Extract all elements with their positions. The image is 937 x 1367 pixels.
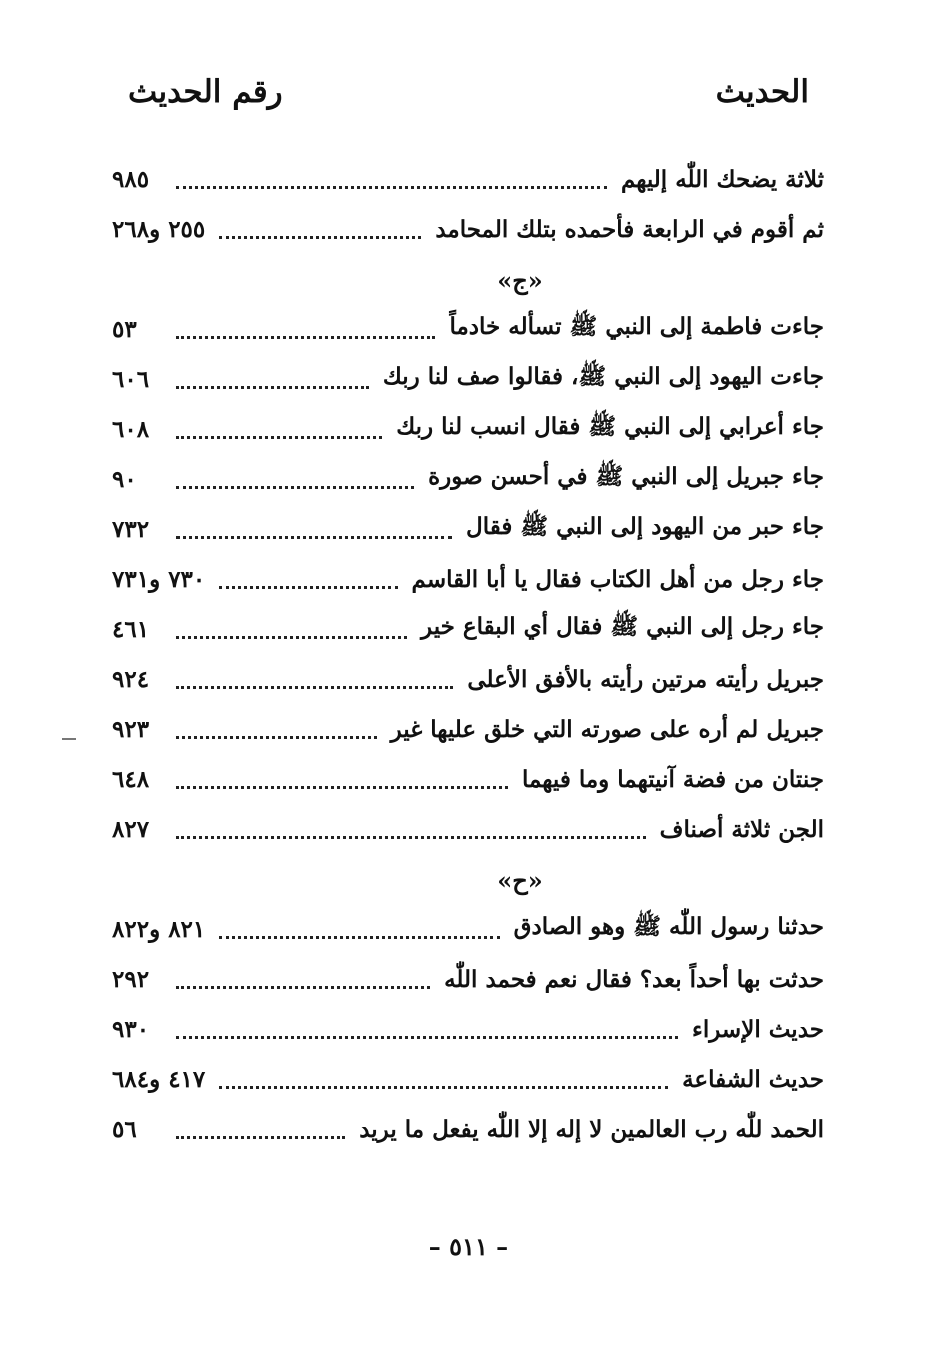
- leader-dots: [176, 836, 646, 839]
- leader-dots: [176, 536, 452, 539]
- entry-text: جاء أعرابي إلى النبي ﷺ فقال انسب لنا ربك: [396, 413, 824, 440]
- entry-text: جاء حبر من اليهود إلى النبي ﷺ فقال: [466, 513, 824, 540]
- section-heading-ha: «ح»: [497, 866, 543, 895]
- leader-dots: [176, 736, 377, 739]
- page-number: – ٥١١ –: [428, 1232, 509, 1261]
- leader-dots: [176, 1136, 345, 1139]
- entry-text: الحمد للّٰه رب العالمين لا إله إلا اللّٰه يفعل ما يريد: [359, 1115, 824, 1143]
- section-heading-jim: «ج»: [497, 266, 543, 295]
- entry-text: حديث الإسراء: [692, 1015, 824, 1043]
- entry-text: حدثت بها أحداً بعد؟ فقال نعم فحمد اللّٰه: [444, 965, 824, 993]
- entry-text: جاءت فاطمة إلى النبي ﷺ تسأله خادماً: [449, 313, 824, 340]
- leader-dots: [219, 936, 499, 939]
- entry-number: ٢٩٢: [112, 965, 150, 993]
- entry-number: ٥٣: [112, 315, 137, 343]
- entry-text: جبريل لم أره على صورته التي خلق عليها غير: [390, 715, 824, 743]
- index-entry: [112, 612, 824, 646]
- index-entry: [112, 1112, 824, 1146]
- leader-dots: [219, 236, 421, 239]
- entry-text: ثم أقوم في الرابعة فأحمده بتلك المحامد: [435, 215, 824, 243]
- entry-number: ٩٣٠: [112, 1015, 150, 1043]
- index-entry: [112, 362, 824, 396]
- index-entry: [112, 712, 824, 746]
- index-entry: [112, 512, 824, 546]
- entry-number: ٤٦١: [112, 615, 150, 643]
- leader-dots: [176, 486, 414, 489]
- column-header-hadith-number: رقم الحديث: [128, 74, 283, 110]
- entry-text: جنتان من فضة آنيتهما وما فيهما: [522, 765, 824, 793]
- leader-dots: [176, 636, 407, 639]
- index-entry: [112, 562, 824, 596]
- entry-number: ٦٤٨: [112, 765, 150, 793]
- entry-number: ٧٣٢: [112, 515, 150, 543]
- entry-text: جاء رجل من أهل الكتاب فقال يا أبا القاسم: [411, 565, 824, 593]
- entry-number: ٩٠: [112, 465, 137, 493]
- column-header-hadith: الحديث: [715, 74, 809, 110]
- leader-dots: [219, 1086, 668, 1089]
- entry-number: ٦٠٦: [112, 365, 150, 393]
- entry-number: ٩٨٥: [112, 165, 150, 193]
- entry-number: ٥٦: [112, 1115, 137, 1143]
- leader-dots: [176, 986, 430, 989]
- index-entry: [112, 312, 824, 346]
- index-entry: [112, 812, 824, 846]
- leader-dots: [176, 186, 607, 189]
- entry-number: ٧٣٠ و٧٣١: [112, 565, 206, 593]
- entry-number: ٢٥٥ و٢٦٨: [112, 215, 206, 243]
- index-entry: [112, 212, 824, 246]
- index-entry: [112, 912, 824, 946]
- entry-number: ٩٢٣: [112, 715, 150, 743]
- entry-number: ٦٠٨: [112, 415, 150, 443]
- margin-mark: [62, 738, 76, 740]
- index-entry: [112, 662, 824, 696]
- leader-dots: [176, 336, 435, 339]
- entry-text: جاء جبريل إلى النبي ﷺ في أحسن صورة: [428, 463, 824, 490]
- entry-text: الجن ثلاثة أصناف: [659, 815, 824, 843]
- index-entry: [112, 162, 824, 196]
- entry-number: ٨٢٧: [112, 815, 150, 843]
- index-entry: [112, 462, 824, 496]
- entry-number: ٤١٧ و٦٨٤: [112, 1065, 206, 1093]
- entry-number: ٨٢١ و٨٢٢: [112, 915, 206, 943]
- leader-dots: [176, 786, 508, 789]
- entry-text: حدثنا رسول اللّٰه ﷺ وهو الصادق: [513, 913, 824, 940]
- index-entry: [112, 412, 824, 446]
- entry-text: حديث الشفاعة: [682, 1065, 824, 1093]
- leader-dots: [219, 586, 397, 589]
- index-entry: [112, 1012, 824, 1046]
- leader-dots: [176, 436, 382, 439]
- entry-text: جبريل رأيته مرتين رأيته بالأفق الأعلى: [467, 665, 824, 693]
- leader-dots: [176, 386, 369, 389]
- entry-text: جاء رجل إلى النبي ﷺ فقال أي البقاع خير: [421, 613, 824, 640]
- entry-text: جاءت اليهود إلى النبي ﷺ، فقالوا صف لنا ربك: [382, 363, 824, 390]
- entry-text: ثلاثة يضحك اللّٰه إليهم: [620, 165, 824, 193]
- leader-dots: [176, 1036, 678, 1039]
- index-entry: [112, 762, 824, 796]
- index-entry: [112, 1062, 824, 1096]
- entry-number: ٩٢٤: [112, 665, 150, 693]
- leader-dots: [176, 686, 453, 689]
- index-entry: [112, 962, 824, 996]
